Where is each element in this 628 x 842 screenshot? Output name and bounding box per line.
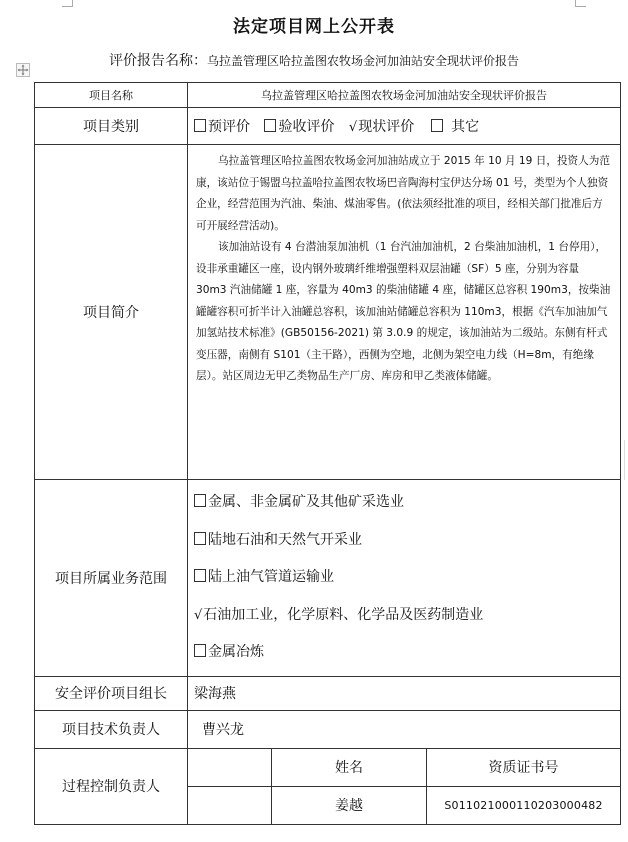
process-control-label: 过程控制负责人	[35, 748, 188, 824]
process-control-cert-header: 资质证书号	[427, 748, 621, 786]
row-category	[35, 108, 621, 145]
scope-option-mining[interactable]: 金属、非金属矿及其他矿采选业	[194, 484, 614, 522]
page-corner-mark-left	[62, 0, 73, 7]
intro-paragraph-2: 该加油站设有 4 台潜油泵加油机（1 台汽油加油机，2 台柴油加油机，1 台停用），设非承重罐区一座，设内钢外玻璃纤维增强塑料双层油罐（SF）5 座，分别为容量 30m3 汽油储罐 1 座，容量为 40m3 的柴油储罐 4 座，储罐区总容积 190m3，按柴油罐罐容积可折半计入油罐总容积，该加油站储罐总容积为 110m3，根据《汽车加油加气加氢站技术标准》(GB50156-2021) 第 3.0.9 的规定，该加油站为二级站。东侧有杆式变压器，南侧有 S101（主干路），西侧为空地，北侧为架空电力线（H=8m，有绝缘层）。站区周边无甲乙类物品生产厂房、库房和甲乙类液体储罐。	[196, 241, 611, 382]
category-option-status-eval[interactable]: √现状评价	[348, 119, 415, 135]
scope-label: 项目所属业务范围	[35, 480, 188, 677]
intro-paragraph-1: 乌拉盖管理区哈拉盖图农牧场金河加油站成立于 2015 年 10 月 19 日，投资人为范康，该站位于锡盟乌拉盖哈拉盖图农牧场巴音陶海村宝伊达分场 01 号，类型为个人独资企业，经营范围为汽油、柴油、煤油零售。(依法须经批准的项目，经相关部门批准后方可开展经营活动)。	[196, 155, 610, 232]
team-leader-value: 梁海燕	[188, 676, 621, 710]
scope-option-petroleum-chemical[interactable]: √石油加工业，化学原料、化学品及医药制造业	[194, 597, 614, 635]
checkbox-empty-icon	[431, 119, 443, 132]
checkmark-icon: √	[194, 607, 203, 623]
checkbox-empty-icon	[194, 569, 206, 582]
scope-option-pipeline[interactable]: 陆上油气管道运输业	[194, 559, 614, 597]
page-corner-mark-right	[575, 0, 586, 7]
row-process-control-header	[35, 748, 621, 786]
team-leader-label: 安全评价项目组长	[35, 676, 188, 710]
category-options	[188, 108, 621, 145]
tech-lead-value: 曹兴龙	[188, 710, 621, 748]
category-option-pre-eval[interactable]: 预评价	[194, 116, 250, 136]
table-move-handle-icon[interactable]	[16, 63, 30, 77]
disclosure-table	[34, 82, 621, 825]
category-option-acceptance-eval[interactable]: 验收评价	[264, 116, 334, 136]
project-name-value: 乌拉盖管理区哈拉盖图农牧场金河加油站安全现状评价报告	[188, 83, 621, 108]
row-project-name	[35, 83, 621, 108]
category-label: 项目类别	[35, 108, 188, 145]
report-name-line	[0, 50, 628, 70]
checkbox-empty-icon	[194, 494, 206, 507]
tech-lead-label: 项目技术负责人	[35, 710, 188, 748]
report-name-value: 乌拉盖管理区哈拉盖图农牧场金河加油站安全现状评价报告	[206, 54, 519, 68]
project-name-label: 项目名称	[35, 83, 188, 108]
document-title: 法定项目网上公开表	[233, 17, 395, 37]
report-name-label: 评价报告名称：	[108, 53, 207, 69]
checkmark-icon: √	[348, 120, 358, 135]
row-scope	[35, 480, 621, 677]
scope-option-oil-gas-extraction[interactable]: 陆地石油和天然气开采业	[194, 522, 614, 560]
intro-text	[188, 145, 621, 480]
category-option-other[interactable]: 其它	[429, 116, 479, 136]
process-control-name: 姜越	[272, 786, 427, 824]
process-control-cert: S011021000110203000482	[427, 786, 621, 824]
process-control-name-header: 姓名	[272, 748, 427, 786]
intro-label: 项目简介	[35, 145, 188, 480]
page-edge-marker	[624, 440, 628, 480]
checkbox-empty-icon	[194, 532, 206, 545]
row-intro	[35, 145, 621, 480]
scope-option-metal-smelting[interactable]: 金属冶炼	[194, 634, 614, 672]
checkbox-empty-icon	[194, 644, 206, 657]
row-team-leader	[35, 676, 621, 710]
process-control-spacer	[188, 748, 272, 786]
row-tech-lead	[35, 710, 621, 748]
scope-options	[188, 480, 621, 677]
process-control-spacer-2	[188, 786, 272, 824]
checkbox-empty-icon	[264, 119, 276, 132]
checkbox-empty-icon	[194, 119, 206, 132]
